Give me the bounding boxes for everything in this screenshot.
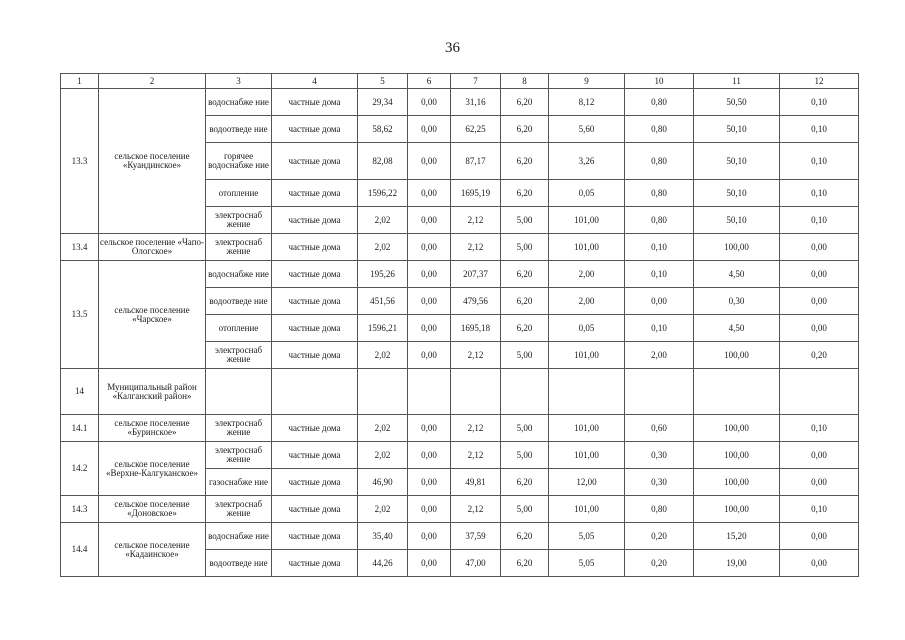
value-cell: 0,30 <box>625 469 694 496</box>
value-cell: 207,37 <box>451 261 501 288</box>
value-cell: 6,20 <box>501 180 549 207</box>
value-cell: 0,00 <box>780 523 859 550</box>
value-cell: 5,00 <box>501 342 549 369</box>
value-cell: 6,20 <box>501 523 549 550</box>
value-cell: 6,20 <box>501 315 549 342</box>
tariff-table <box>60 73 859 577</box>
value-cell: 35,40 <box>358 523 408 550</box>
value-cell: 0,80 <box>625 207 694 234</box>
service-type: электроснаб жение <box>206 442 272 469</box>
housing-type: частные дома <box>272 89 358 116</box>
value-cell: 50,10 <box>694 143 780 180</box>
value-cell: 0,00 <box>408 496 451 523</box>
housing-type: частные дома <box>272 143 358 180</box>
value-cell: 0,00 <box>408 442 451 469</box>
value-cell: 2,12 <box>451 442 501 469</box>
settlement-name: сельское поселение «Куандинское» <box>99 89 206 234</box>
value-cell: 19,00 <box>694 550 780 577</box>
settlement-name: сельское поселение «Верхне-Калгуканское» <box>99 442 206 496</box>
service-type: горячее водоснабже ние <box>206 143 272 180</box>
settlement-name: сельское поселение «Буринское» <box>99 415 206 442</box>
value-cell: 5,00 <box>501 496 549 523</box>
housing-type: частные дома <box>272 288 358 315</box>
value-cell: 0,00 <box>780 442 859 469</box>
value-cell: 2,02 <box>358 415 408 442</box>
value-cell: 2,12 <box>451 342 501 369</box>
value-cell: 0,80 <box>625 180 694 207</box>
value-cell: 0,00 <box>408 315 451 342</box>
table-row <box>61 369 859 415</box>
value-cell: 0,20 <box>625 523 694 550</box>
value-cell: 87,17 <box>451 143 501 180</box>
value-cell: 1695,18 <box>451 315 501 342</box>
empty-cell <box>625 369 694 415</box>
value-cell: 29,34 <box>358 89 408 116</box>
value-cell: 0,10 <box>625 261 694 288</box>
value-cell: 0,30 <box>694 288 780 315</box>
housing-type: частные дома <box>272 207 358 234</box>
value-cell: 58,62 <box>358 116 408 143</box>
service-type: водоснабже ние <box>206 89 272 116</box>
table-row <box>61 89 859 116</box>
row-number: 14.3 <box>61 496 99 523</box>
value-cell: 0,00 <box>408 180 451 207</box>
empty-cell <box>694 369 780 415</box>
value-cell: 46,90 <box>358 469 408 496</box>
value-cell: 0,80 <box>625 143 694 180</box>
value-cell: 0,00 <box>408 207 451 234</box>
empty-cell <box>408 369 451 415</box>
value-cell: 1596,22 <box>358 180 408 207</box>
value-cell: 101,00 <box>549 415 625 442</box>
value-cell: 50,10 <box>694 207 780 234</box>
value-cell: 0,30 <box>625 442 694 469</box>
value-cell: 49,81 <box>451 469 501 496</box>
empty-cell <box>451 369 501 415</box>
value-cell: 100,00 <box>694 469 780 496</box>
value-cell: 6,20 <box>501 116 549 143</box>
value-cell: 4,50 <box>694 261 780 288</box>
value-cell: 0,10 <box>780 180 859 207</box>
value-cell: 2,02 <box>358 496 408 523</box>
value-cell: 195,26 <box>358 261 408 288</box>
value-cell: 5,05 <box>549 550 625 577</box>
value-cell: 101,00 <box>549 442 625 469</box>
header-row <box>61 74 859 89</box>
value-cell: 5,00 <box>501 207 549 234</box>
value-cell: 451,56 <box>358 288 408 315</box>
value-cell: 2,12 <box>451 207 501 234</box>
empty-cell <box>780 369 859 415</box>
value-cell: 2,12 <box>451 234 501 261</box>
value-cell: 0,00 <box>408 288 451 315</box>
table-row <box>61 234 859 261</box>
table-row <box>61 261 859 288</box>
row-number: 13.3 <box>61 89 99 234</box>
value-cell: 0,20 <box>780 342 859 369</box>
housing-type: частные дома <box>272 315 358 342</box>
service-type: водоотведе ние <box>206 550 272 577</box>
value-cell: 0,10 <box>780 116 859 143</box>
page-number: 36 <box>445 40 460 56</box>
value-cell: 8,12 <box>549 89 625 116</box>
row-number: 14.4 <box>61 523 99 577</box>
value-cell: 0,10 <box>780 415 859 442</box>
value-cell: 82,08 <box>358 143 408 180</box>
empty-cell <box>501 369 549 415</box>
header-cell: 9 <box>549 74 625 89</box>
value-cell: 50,10 <box>694 180 780 207</box>
value-cell: 100,00 <box>694 415 780 442</box>
value-cell: 0,00 <box>408 523 451 550</box>
service-type: электроснаб жение <box>206 342 272 369</box>
service-type: водоснабже ние <box>206 261 272 288</box>
housing-type: частные дома <box>272 496 358 523</box>
row-number: 14 <box>61 369 99 415</box>
value-cell: 4,50 <box>694 315 780 342</box>
value-cell: 3,26 <box>549 143 625 180</box>
service-type: водоотведе ние <box>206 116 272 143</box>
value-cell: 101,00 <box>549 496 625 523</box>
value-cell: 31,16 <box>451 89 501 116</box>
value-cell: 0,00 <box>408 261 451 288</box>
value-cell: 0,00 <box>408 415 451 442</box>
header-cell: 11 <box>694 74 780 89</box>
settlement-name: сельское поселение «Доновское» <box>99 496 206 523</box>
value-cell: 0,80 <box>625 116 694 143</box>
service-type: электроснаб жение <box>206 415 272 442</box>
table-row <box>61 496 859 523</box>
value-cell: 50,10 <box>694 116 780 143</box>
housing-type: частные дома <box>272 442 358 469</box>
value-cell: 1695,19 <box>451 180 501 207</box>
value-cell: 0,20 <box>625 550 694 577</box>
header-cell: 7 <box>451 74 501 89</box>
header-cell: 10 <box>625 74 694 89</box>
value-cell: 37,59 <box>451 523 501 550</box>
header-cell: 1 <box>61 74 99 89</box>
service-type: электроснаб жение <box>206 234 272 261</box>
housing-type: частные дома <box>272 261 358 288</box>
header-cell: 6 <box>408 74 451 89</box>
row-number: 14.1 <box>61 415 99 442</box>
value-cell: 100,00 <box>694 442 780 469</box>
service-type: отопление <box>206 180 272 207</box>
value-cell: 0,05 <box>549 180 625 207</box>
settlement-name: сельское поселение «Кадаинское» <box>99 523 206 577</box>
housing-type: частные дома <box>272 523 358 550</box>
service-type: водоотведе ние <box>206 288 272 315</box>
value-cell: 2,12 <box>451 496 501 523</box>
value-cell: 0,00 <box>408 342 451 369</box>
value-cell: 1596,21 <box>358 315 408 342</box>
value-cell: 0,00 <box>408 469 451 496</box>
value-cell: 6,20 <box>501 143 549 180</box>
value-cell: 0,10 <box>625 315 694 342</box>
value-cell: 100,00 <box>694 342 780 369</box>
value-cell: 2,02 <box>358 442 408 469</box>
value-cell: 100,00 <box>694 496 780 523</box>
value-cell: 12,00 <box>549 469 625 496</box>
value-cell: 0,00 <box>780 234 859 261</box>
value-cell: 0,10 <box>780 207 859 234</box>
value-cell: 6,20 <box>501 261 549 288</box>
empty-cell <box>206 369 272 415</box>
service-type: отопление <box>206 315 272 342</box>
value-cell: 0,00 <box>780 469 859 496</box>
value-cell: 0,00 <box>780 288 859 315</box>
table-row <box>61 442 859 469</box>
value-cell: 0,00 <box>780 315 859 342</box>
value-cell: 15,20 <box>694 523 780 550</box>
value-cell: 0,10 <box>780 143 859 180</box>
value-cell: 0,05 <box>549 315 625 342</box>
value-cell: 62,25 <box>451 116 501 143</box>
value-cell: 100,00 <box>694 234 780 261</box>
value-cell: 101,00 <box>549 207 625 234</box>
value-cell: 0,60 <box>625 415 694 442</box>
header-cell: 8 <box>501 74 549 89</box>
table-row <box>61 415 859 442</box>
value-cell: 2,00 <box>549 261 625 288</box>
value-cell: 5,00 <box>501 415 549 442</box>
value-cell: 0,80 <box>625 496 694 523</box>
housing-type: частные дома <box>272 180 358 207</box>
header-cell: 2 <box>99 74 206 89</box>
value-cell: 2,02 <box>358 342 408 369</box>
service-type: электроснаб жение <box>206 207 272 234</box>
row-number: 13.5 <box>61 261 99 369</box>
header-cell: 4 <box>272 74 358 89</box>
service-type: водоснабже ние <box>206 523 272 550</box>
value-cell: 2,00 <box>549 288 625 315</box>
value-cell: 2,12 <box>451 415 501 442</box>
value-cell: 44,26 <box>358 550 408 577</box>
value-cell: 101,00 <box>549 342 625 369</box>
settlement-name: сельское поселение «Чапо-Ологское» <box>99 234 206 261</box>
value-cell: 2,02 <box>358 234 408 261</box>
district-name: Муниципальный район «Калганский район» <box>99 369 206 415</box>
value-cell: 2,02 <box>358 207 408 234</box>
value-cell: 0,00 <box>408 550 451 577</box>
value-cell: 2,00 <box>625 342 694 369</box>
housing-type: частные дома <box>272 469 358 496</box>
value-cell: 5,00 <box>501 442 549 469</box>
service-type: электроснаб жение <box>206 496 272 523</box>
value-cell: 0,00 <box>408 116 451 143</box>
empty-cell <box>272 369 358 415</box>
value-cell: 6,20 <box>501 288 549 315</box>
value-cell: 5,00 <box>501 234 549 261</box>
value-cell: 0,10 <box>625 234 694 261</box>
value-cell: 0,00 <box>408 143 451 180</box>
value-cell: 5,60 <box>549 116 625 143</box>
value-cell: 101,00 <box>549 234 625 261</box>
header-cell: 12 <box>780 74 859 89</box>
value-cell: 50,50 <box>694 89 780 116</box>
value-cell: 5,05 <box>549 523 625 550</box>
housing-type: частные дома <box>272 234 358 261</box>
value-cell: 0,80 <box>625 89 694 116</box>
empty-cell <box>549 369 625 415</box>
service-type: газоснабже ние <box>206 469 272 496</box>
value-cell: 6,20 <box>501 550 549 577</box>
value-cell: 0,00 <box>625 288 694 315</box>
housing-type: частные дома <box>272 550 358 577</box>
value-cell: 0,00 <box>408 89 451 116</box>
row-number: 14.2 <box>61 442 99 496</box>
header-cell: 3 <box>206 74 272 89</box>
settlement-name: сельское поселение «Чарское» <box>99 261 206 369</box>
value-cell: 6,20 <box>501 89 549 116</box>
value-cell: 0,00 <box>780 550 859 577</box>
housing-type: частные дома <box>272 342 358 369</box>
value-cell: 0,00 <box>408 234 451 261</box>
row-number: 13.4 <box>61 234 99 261</box>
value-cell: 0,10 <box>780 89 859 116</box>
value-cell: 47,00 <box>451 550 501 577</box>
header-cell: 5 <box>358 74 408 89</box>
empty-cell <box>358 369 408 415</box>
value-cell: 0,00 <box>780 261 859 288</box>
table-row <box>61 523 859 550</box>
value-cell: 6,20 <box>501 469 549 496</box>
value-cell: 479,56 <box>451 288 501 315</box>
housing-type: частные дома <box>272 415 358 442</box>
value-cell: 0,10 <box>780 496 859 523</box>
housing-type: частные дома <box>272 116 358 143</box>
